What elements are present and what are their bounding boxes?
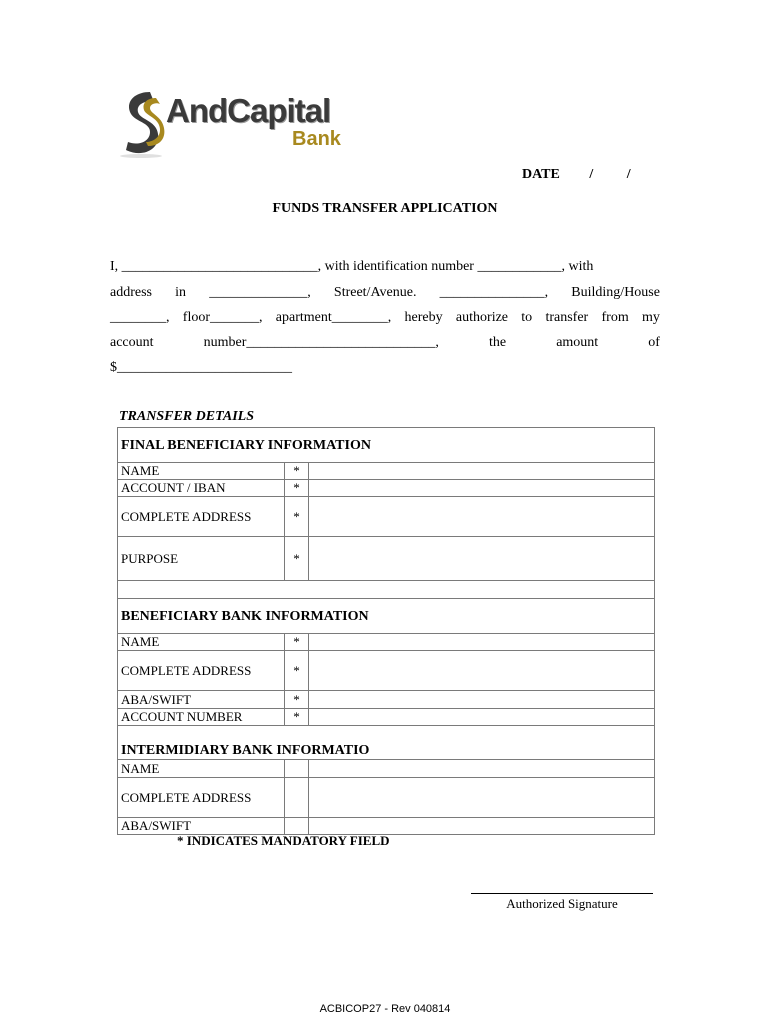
form-title: FUNDS TRANSFER APPLICATION [272, 201, 498, 216]
field-label: NAME [118, 634, 285, 651]
mandatory-mark: * [285, 463, 309, 480]
spacer-row [118, 581, 655, 599]
beneficiary-name-field[interactable] [309, 463, 655, 480]
bank-address-field[interactable] [309, 651, 655, 691]
authorization-word: ________, [110, 310, 170, 325]
intermediary-name-field[interactable] [309, 760, 655, 778]
logo-swirl-icon [120, 88, 168, 160]
authorization-word: authorize [455, 310, 509, 325]
field-label: ABA/SWIFT [118, 691, 285, 709]
intermediary-bank-header: INTERMIDIARY BANK INFORMATIO [118, 726, 655, 760]
authorization-line-4 [110, 335, 660, 351]
authorization-word: my [642, 310, 660, 325]
signature-label: Authorized Signature [506, 896, 618, 911]
transfer-details-table [117, 427, 655, 835]
signature-line[interactable] [471, 893, 653, 894]
date-separator: / [626, 167, 631, 182]
field-label: NAME [118, 463, 285, 480]
field-label: COMPLETE ADDRESS [118, 778, 285, 818]
authorization-word: transfer [545, 310, 589, 325]
logo-name: AndCapital [166, 92, 331, 129]
authorization-word: Street/Avenue. [333, 285, 417, 300]
authorization-word: account [110, 335, 154, 350]
intermediary-mark-cell [285, 760, 309, 778]
date-label: DATE [522, 167, 560, 182]
mandatory-mark: * [285, 497, 309, 537]
authorization-word: address [110, 285, 152, 300]
intermediary-mark-cell [285, 778, 309, 818]
authorization-word: from [601, 310, 629, 325]
authorization-word: in [175, 285, 187, 300]
bank-name-field[interactable] [309, 634, 655, 651]
authorization-word: the [488, 335, 507, 350]
beneficiary-address-field[interactable] [309, 497, 655, 537]
mandatory-mark: * [285, 651, 309, 691]
mandatory-mark: * [285, 634, 309, 651]
purpose-field[interactable] [309, 537, 655, 581]
authorization-word: of [648, 335, 660, 350]
authorization-line-5 [110, 360, 660, 376]
amount-blank: $_________________________ [110, 360, 292, 375]
authorization-word: number___________________________, [203, 335, 439, 350]
field-label: ACCOUNT / IBAN [118, 480, 285, 497]
final-beneficiary-header: FINAL BENEFICIARY INFORMATION [118, 428, 655, 463]
intermediary-address-field[interactable] [309, 778, 655, 818]
authorization-word: _______________, [439, 285, 549, 300]
authorization-word: ______________, [209, 285, 311, 300]
date-line [522, 167, 631, 183]
beneficiary-account-field[interactable] [309, 480, 655, 497]
authorization-word: Building/House [571, 285, 660, 300]
authorization-line-1 [110, 259, 660, 275]
bank-account-number-field[interactable] [309, 709, 655, 726]
authorization-word: hereby [404, 310, 443, 325]
beneficiary-bank-header: BENEFICIARY BANK INFORMATION [118, 599, 655, 634]
mandatory-mark: * [285, 709, 309, 726]
mandatory-mark: * [285, 691, 309, 709]
field-label: PURPOSE [118, 537, 285, 581]
authorization-word: to [521, 310, 533, 325]
intermediary-swift-field[interactable] [309, 818, 655, 835]
mandatory-note: * INDICATES MANDATORY FIELD [177, 833, 390, 848]
authorization-line-3 [110, 310, 660, 326]
field-label: COMPLETE ADDRESS [118, 497, 285, 537]
authorization-line-2 [110, 285, 660, 301]
bank-logo [120, 88, 370, 168]
footer-code: ACBICOP27 - Rev 040814 [319, 1003, 451, 1015]
authorization-word: floor_______, [182, 310, 263, 325]
field-label: NAME [118, 760, 285, 778]
field-label: ACCOUNT NUMBER [118, 709, 285, 726]
logo-sub: Bank [292, 128, 341, 150]
field-label: COMPLETE ADDRESS [118, 651, 285, 691]
date-separator: / [589, 167, 594, 182]
authorization-word: amount [556, 335, 599, 350]
logo-shadow [120, 154, 162, 158]
mandatory-mark: * [285, 537, 309, 581]
field-label: ABA/SWIFT [118, 818, 285, 835]
intermediary-mark-cell [285, 818, 309, 835]
bank-swift-field[interactable] [309, 691, 655, 709]
mandatory-mark: * [285, 480, 309, 497]
authorization-word: apartment________, [275, 310, 392, 325]
authorization-text: I, ____________________________, with identification number ____________, with [110, 259, 594, 274]
transfer-details-title: TRANSFER DETAILS [119, 409, 254, 424]
